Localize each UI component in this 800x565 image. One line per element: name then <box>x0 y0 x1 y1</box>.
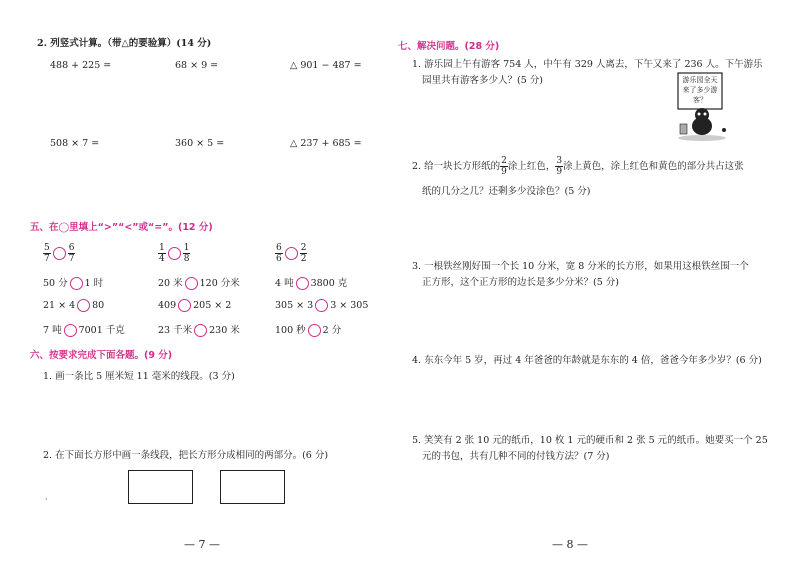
cmp-item: 21 × 4 80 <box>43 300 105 311</box>
fraction: $\frac{1}{8}$ <box>183 243 190 264</box>
rectangle-a[interactable] <box>128 470 193 504</box>
fraction: $\frac{3}{9}$ <box>556 156 563 177</box>
q7-5-line2: 元的书包，共有几种不同的付钱方法？(7 分) <box>422 451 610 462</box>
q7-1-line1: 1. 游乐园上午有游客 754 人，中午有 329 人离去，下午又来了 236 人。下午游乐 <box>412 59 763 70</box>
compare-circle[interactable] <box>285 247 298 260</box>
rectangle-b[interactable] <box>220 470 285 504</box>
q7-3-line1: 3. 一根铁丝刚好围一个长 10 分米，宽 8 分米的长方形，如果用这根铁丝围一个 <box>412 261 749 272</box>
q7-3-line2: 正方形，这个正方形的边长是多少分米？(5 分) <box>422 277 619 288</box>
section6-title: 六、按要求完成下面各题。(9 分) <box>30 350 173 361</box>
cartoon-illustration <box>672 70 734 142</box>
calc-item: 508 × 7 = <box>50 138 100 149</box>
compare-circle[interactable] <box>77 299 90 312</box>
page-number: — 7 — <box>184 538 220 551</box>
compare-circle[interactable] <box>64 324 77 337</box>
dot-mark: · <box>45 495 48 504</box>
cmp-item: 100 秒 2 分 <box>275 325 342 336</box>
page-number: — 8 — <box>552 538 588 551</box>
q7-2-line1: 2. 给一块长方形纸的 $\frac{2}{9}$ 涂上红色， $\frac{3}{9}$ 涂上黄色，涂上红色和黄色的部分共占这张 <box>412 156 744 177</box>
calc-item: 68 × 9 = <box>175 60 219 71</box>
calc-item: 360 × 5 = <box>175 138 225 149</box>
q7-5-line1: 5. 笑笑有 2 张 10 元的纸币，10 枚 1 元的硬币和 2 张 5 元的纸币。她要买一个 25 <box>412 435 768 446</box>
q7-4: 4. 东东今年 5 岁，再过 4 年爸爸的年龄就是东东的 4 倍，爸爸今年多少岁？(6 分) <box>412 355 762 366</box>
compare-circle[interactable] <box>308 324 321 337</box>
fraction: $\frac{2}{9}$ <box>501 156 507 177</box>
cmp-item: 20 米 120 分米 <box>158 278 240 289</box>
q2-title: 2. 列竖式计算。（带△的要验算）(14 分) <box>37 38 212 49</box>
fraction: $\frac{1}{4}$ <box>159 243 165 264</box>
section5-title: 五、在◯里填上“>”“<”或“=”。(12 分) <box>30 222 213 233</box>
calc-item: 488 + 225 = <box>50 60 112 71</box>
fraction: $\frac{5}{7}$ <box>44 243 50 264</box>
q6-2: 2. 在下面长方形中画一条线段，把长方形分成相同的两部分。(6 分) <box>43 450 329 461</box>
fraction: $\frac{6}{7}$ <box>68 243 75 264</box>
sign-text: 游乐园全天来了多少游客？ <box>682 76 718 104</box>
section7-title: 七、解决问题。(28 分) <box>398 41 500 52</box>
cmp-item: 4 吨 3800 克 <box>275 278 348 289</box>
fraction: $\frac{2}{2}$ <box>300 243 307 264</box>
fraction: $\frac{6}{6}$ <box>276 243 282 264</box>
q7-2-line2: 纸的几分之几？还剩多少没涂色？(5 分) <box>422 186 591 197</box>
calc-item: △ 237 + 685 = <box>290 138 362 149</box>
compare-circle[interactable] <box>315 299 328 312</box>
q6-1: 1. 画一条比 5 厘米短 11 毫米的线段。(3 分) <box>43 371 235 382</box>
compare-circle[interactable] <box>53 247 66 260</box>
frac-compare <box>158 243 190 264</box>
cmp-item: 7 吨 7001 千克 <box>43 325 125 336</box>
cmp-item: 50 分 1 时 <box>43 278 104 289</box>
compare-circle[interactable] <box>185 277 198 290</box>
compare-circle[interactable] <box>178 299 191 312</box>
calc-item: △ 901 − 487 = <box>290 60 362 71</box>
compare-circle[interactable] <box>168 247 181 260</box>
cmp-item: 409 205 × 2 <box>158 300 232 311</box>
compare-circle[interactable] <box>194 324 207 337</box>
cmp-item: 23 千米 230 米 <box>158 325 240 336</box>
compare-circle[interactable] <box>70 277 83 290</box>
compare-circle[interactable] <box>296 277 309 290</box>
cmp-item: 305 × 3 3 × 305 <box>275 300 369 311</box>
frac-compare <box>43 243 75 264</box>
q7-1-line2: 园里共有游客多少人？(5 分) <box>422 75 543 86</box>
frac-compare <box>275 243 307 264</box>
